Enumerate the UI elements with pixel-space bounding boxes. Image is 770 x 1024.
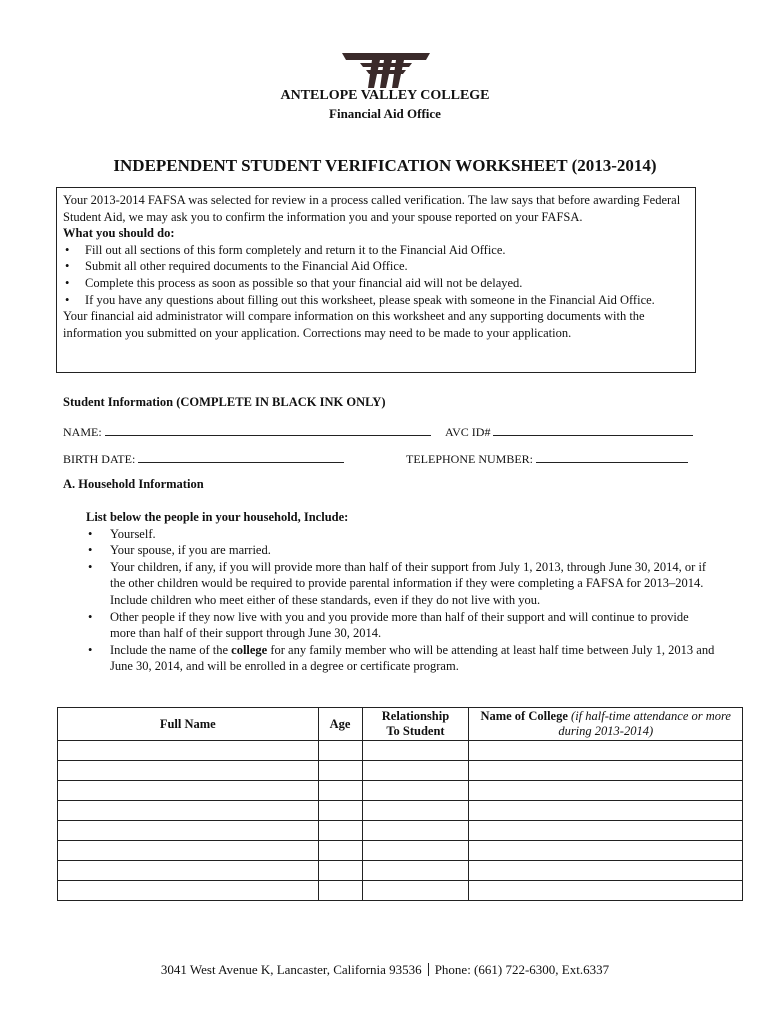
- relationship-cell[interactable]: [362, 741, 469, 761]
- list-item: • Your children, if any, if you will provide more than half of their support from July 1, 2013, through June 30, 2014, or if the other children would be required to provide parental information if they were completing a FAFSA for 2013–2014. Include children who meet either of these standards, even if they do not live with you.: [86, 559, 716, 609]
- full-name-cell[interactable]: [58, 821, 319, 841]
- list-item: • Yourself.: [86, 526, 716, 543]
- college-cell[interactable]: [469, 801, 743, 821]
- college-bullet-before: Include the name of the: [110, 642, 232, 657]
- table-row: [58, 741, 743, 761]
- avc-id-input-line[interactable]: [493, 424, 693, 436]
- household-list: [86, 526, 716, 675]
- household-section-title: A. Household Information: [63, 477, 204, 491]
- household-table-body: [58, 741, 743, 901]
- college-cell[interactable]: [469, 741, 743, 761]
- relationship-header: [362, 708, 469, 741]
- household-instructions: [86, 509, 716, 675]
- telephone-field[interactable]: [406, 451, 688, 467]
- full-name-cell[interactable]: [58, 861, 319, 881]
- age-cell[interactable]: [318, 781, 362, 801]
- age-cell[interactable]: [318, 761, 362, 781]
- list-item: [86, 642, 716, 675]
- what-to-do-list: [63, 242, 689, 308]
- full-name-cell[interactable]: [58, 881, 319, 901]
- list-item: • Complete this process as soon as possible so that your financial aid will not be delayed.: [63, 275, 689, 292]
- college-cell[interactable]: [469, 861, 743, 881]
- household-intro: List below the people in your household, Include:: [86, 510, 349, 524]
- age-cell[interactable]: [318, 861, 362, 881]
- antelope-valley-college-logo-icon: [340, 50, 432, 90]
- table-header-row: [58, 708, 743, 741]
- footer-phone: Phone: (661) 722-6300, Ext.6337: [434, 962, 610, 977]
- table-row: [58, 861, 743, 881]
- name-field[interactable]: [63, 424, 431, 440]
- worksheet-title: INDEPENDENT STUDENT VERIFICATION WORKSHEET (2013-2014): [113, 156, 657, 175]
- footer-separator: [428, 963, 429, 976]
- college-header-bold: Name of College: [480, 709, 568, 723]
- full-name-cell[interactable]: [58, 801, 319, 821]
- college-bullet-after: for any family member who will be attending at least half time between July 1, 2013 and June 30, 2014, and will be enrolled in a degree or certificate program.: [110, 642, 715, 674]
- list-item: • If you have any questions about filling out this worksheet, please speak with someone in the Financial Aid Office.: [63, 292, 689, 309]
- birth-date-label: BIRTH DATE:: [63, 452, 136, 466]
- age-cell[interactable]: [318, 741, 362, 761]
- office-name: Financial Aid Office: [329, 106, 441, 121]
- full-name-cell[interactable]: [58, 761, 319, 781]
- full-name-cell[interactable]: [58, 841, 319, 861]
- footer: [0, 962, 770, 978]
- birth-date-field[interactable]: [63, 451, 344, 467]
- notice-paragraph: Your 2013-2014 FAFSA was selected for review in a process called verification. The law says that before awarding Federal Student Aid, we may ask you to confirm the information you and your spouse reported on your FAFSA.: [63, 193, 681, 224]
- list-item: • Submit all other required documents to the Financial Aid Office.: [63, 258, 689, 275]
- table-row: [58, 781, 743, 801]
- avc-id-label: AVC ID#: [445, 425, 491, 439]
- college-cell[interactable]: [469, 881, 743, 901]
- full-name-header: Full Name: [58, 708, 319, 741]
- relationship-cell[interactable]: [362, 881, 469, 901]
- relationship-cell[interactable]: [362, 821, 469, 841]
- age-cell[interactable]: [318, 841, 362, 861]
- relationship-cell[interactable]: [362, 861, 469, 881]
- student-info-title: Student Information (COMPLETE IN BLACK INK ONLY): [63, 395, 386, 409]
- college-bullet-bold: college: [231, 642, 268, 657]
- notice-closing: Your financial aid administrator will compare information on this worksheet and any supporting documents with the information you submitted on your application. Corrections may need to be made to your application.: [63, 309, 645, 340]
- college-header: [469, 708, 743, 741]
- list-item: • Fill out all sections of this form completely and return it to the Financial Aid Office.: [63, 242, 689, 259]
- age-header: Age: [318, 708, 362, 741]
- college-header-italic: (if half-time attendance or more during 2013-2014): [558, 709, 731, 738]
- relationship-cell[interactable]: [362, 841, 469, 861]
- relationship-cell[interactable]: [362, 761, 469, 781]
- birth-date-input-line[interactable]: [138, 451, 344, 463]
- table-row: [58, 881, 743, 901]
- relationship-cell[interactable]: [362, 781, 469, 801]
- full-name-cell[interactable]: [58, 741, 319, 761]
- list-item: • Other people if they now live with you and you provide more than half of their support and will continue to provide more than half of their support through June 30, 2014.: [86, 609, 716, 642]
- name-label: NAME:: [63, 425, 102, 439]
- household-table: [57, 707, 743, 901]
- list-item: • Your spouse, if you are married.: [86, 542, 716, 559]
- full-name-cell[interactable]: [58, 781, 319, 801]
- age-cell[interactable]: [318, 821, 362, 841]
- college-name: ANTELOPE VALLEY COLLEGE: [280, 88, 490, 103]
- footer-address: 3041 West Avenue K, Lancaster, California 93536: [160, 962, 422, 977]
- avc-id-field[interactable]: [445, 424, 693, 440]
- table-row: [58, 761, 743, 781]
- relationship-header-line2: To Student: [386, 724, 445, 738]
- table-row: [58, 841, 743, 861]
- relationship-cell[interactable]: [362, 801, 469, 821]
- college-cell[interactable]: [469, 841, 743, 861]
- what-to-do-heading: What you should do:: [63, 226, 175, 241]
- college-cell[interactable]: [469, 821, 743, 841]
- college-cell[interactable]: [469, 761, 743, 781]
- age-cell[interactable]: [318, 801, 362, 821]
- verification-notice-box: [56, 187, 696, 373]
- age-cell[interactable]: [318, 881, 362, 901]
- name-input-line[interactable]: [105, 424, 431, 436]
- telephone-input-line[interactable]: [536, 451, 688, 463]
- table-row: [58, 821, 743, 841]
- college-cell[interactable]: [469, 781, 743, 801]
- table-row: [58, 801, 743, 821]
- relationship-header-line1: Relationship: [381, 709, 450, 723]
- telephone-label: TELEPHONE NUMBER:: [406, 452, 533, 466]
